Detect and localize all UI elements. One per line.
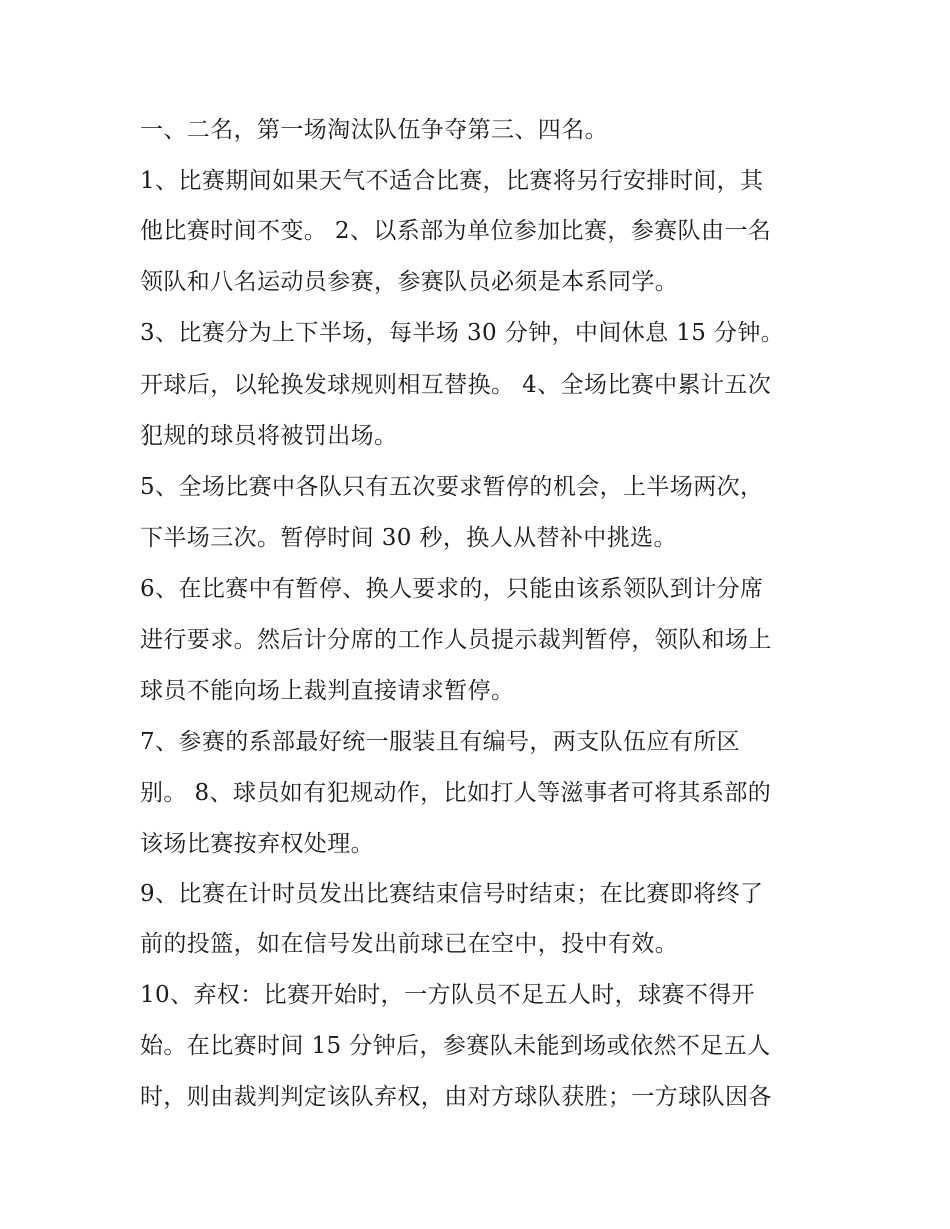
- text-line: 他比赛时间不变。 2、以系部为单位参加比赛，参赛队由一名: [140, 218, 772, 244]
- text-line: 1、比赛期间如果天气不适合比赛，比赛将另行安排时间，其: [140, 168, 764, 194]
- text-line: 10、弃权：比赛开始时，一方队员不足五人时，球赛不得开: [140, 982, 756, 1008]
- text-line: 犯规的球员将被罚出场。: [140, 423, 398, 449]
- text-line: 领队和八名运动员参赛，参赛队员必须是本系同学。: [140, 269, 679, 295]
- text-line: 进行要求。然后计分席的工作人员提示裁判暂停，领队和场上: [140, 627, 772, 653]
- text-line: 下半场三次。暂停时间 30 秒，换人从替补中挑选。: [140, 525, 677, 551]
- text-line: 6、在比赛中有暂停、换人要求的，只能由该系领队到计分席: [140, 576, 764, 602]
- text-line: 该场比赛按弃权处理。: [140, 831, 374, 857]
- text-line: 9、比赛在计时员发出比赛结束信号时结束；在比赛即将终了: [140, 881, 764, 907]
- text-line: 前的投篮，如在信号发出前球已在空中，投中有效。: [140, 931, 679, 957]
- text-line: 开球后，以轮换发球规则相互替换。 4、全场比赛中累计五次: [140, 372, 772, 398]
- text-line: 3、比赛分为上下半场，每半场 30 分钟，中间休息 15 分钟。: [140, 320, 785, 346]
- text-line: 时，则由裁判判定该队弃权，由对方球队获胜；一方球队因各: [140, 1084, 772, 1110]
- text-line: 7、参赛的系部最好统一服装且有编号，两支队伍应有所区: [140, 729, 741, 755]
- text-line: 一、二名，第一场淘汰队伍争夺第三、四名。: [140, 117, 608, 143]
- text-line: 球员不能向场上裁判直接请求暂停。: [140, 678, 515, 704]
- text-line: 别。 8、球员如有犯规动作，比如打人等滋事者可将其系部的: [140, 780, 772, 806]
- text-line: 始。在比赛时间 15 分钟后，参赛队未能到场或依然不足五人: [140, 1033, 771, 1059]
- text-line: 5、全场比赛中各队只有五次要求暂停的机会，上半场两次，: [140, 474, 764, 500]
